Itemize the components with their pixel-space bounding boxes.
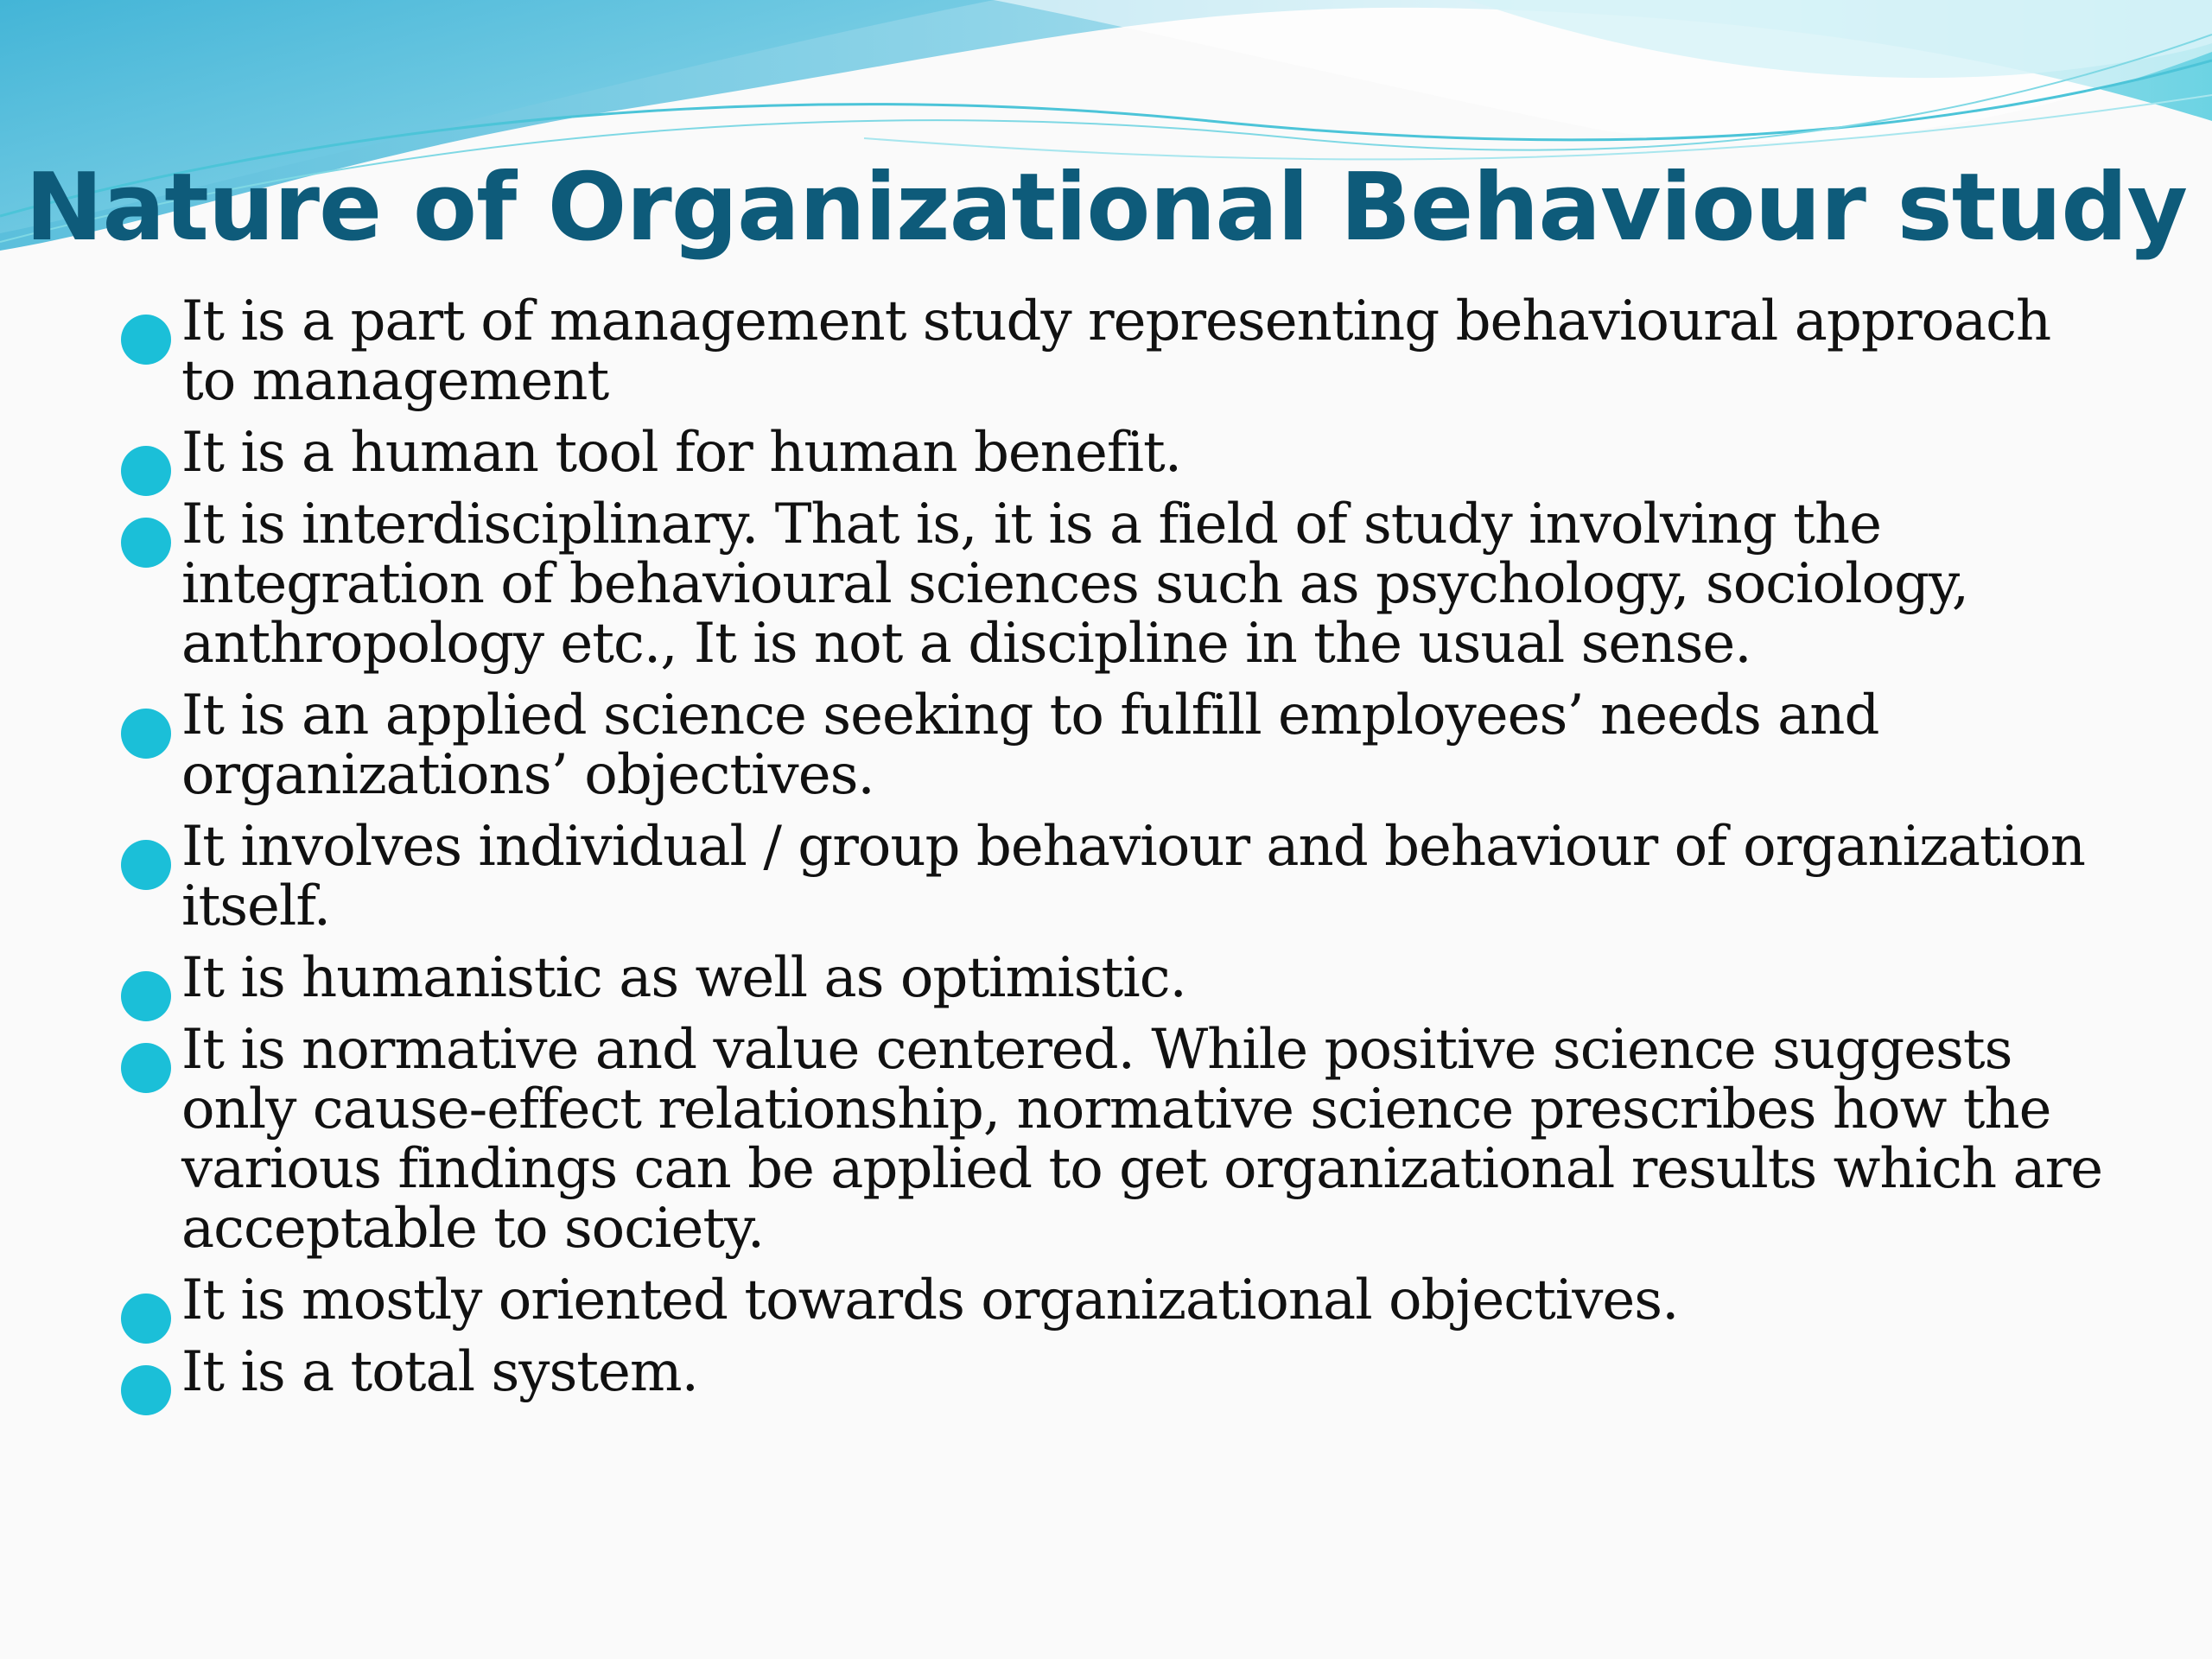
bullet-item <box>121 817 2108 937</box>
bullet-dot-icon <box>121 1294 171 1344</box>
bullet-item <box>121 683 2108 807</box>
bullet-dot-icon <box>121 971 171 1021</box>
bullet-text: It involves individual / group behaviour and behaviour of organization itself. <box>181 815 2085 938</box>
slide-title: Nature of Organizational Behaviour study <box>24 154 2187 262</box>
bullet-item <box>121 423 2108 483</box>
bullet-dot-icon <box>121 1365 171 1415</box>
bullet-list <box>121 289 2108 1414</box>
bullet-dot-icon <box>121 315 171 365</box>
bullet-item <box>121 289 2108 413</box>
bullet-dot-icon <box>121 840 171 890</box>
bullet-text: It is a human tool for human benefit. <box>181 421 1182 485</box>
bullet-dot-icon <box>121 446 171 496</box>
bullet-text: It is mostly oriented towards organizational objectives. <box>181 1268 1679 1332</box>
bullet-text: It is an applied science seeking to fulfill employees’ needs and organizations’ objectives. <box>181 683 1879 807</box>
bullet-text: It is normative and value centered. While positive science suggests only cause-effect relationship, normative science prescribes how the various findings can be applied to get organizational results which are acceptable to society. <box>181 1018 2103 1261</box>
bullet-item <box>121 1268 2108 1332</box>
bullet-text: It is interdisciplinary. That is, it is a field of study involving the integration of behavioural sciences such as psychology, sociology, anthropology etc., It is not a discipline in the usual sense. <box>181 493 1969 676</box>
bullet-text: It is a total system. <box>181 1340 698 1404</box>
bullet-dot-icon <box>121 1043 171 1093</box>
bullet-dot-icon <box>121 709 171 759</box>
bullet-item <box>121 946 2108 1010</box>
bullet-text: It is humanistic as well as optimistic. <box>181 946 1186 1010</box>
bullet-text: It is a part of management study representing behavioural approach to management <box>181 289 2051 413</box>
bullet-item <box>121 495 2108 674</box>
bullet-item <box>121 1340 2108 1404</box>
bullet-dot-icon <box>121 518 171 568</box>
bullet-item <box>121 1020 2108 1259</box>
